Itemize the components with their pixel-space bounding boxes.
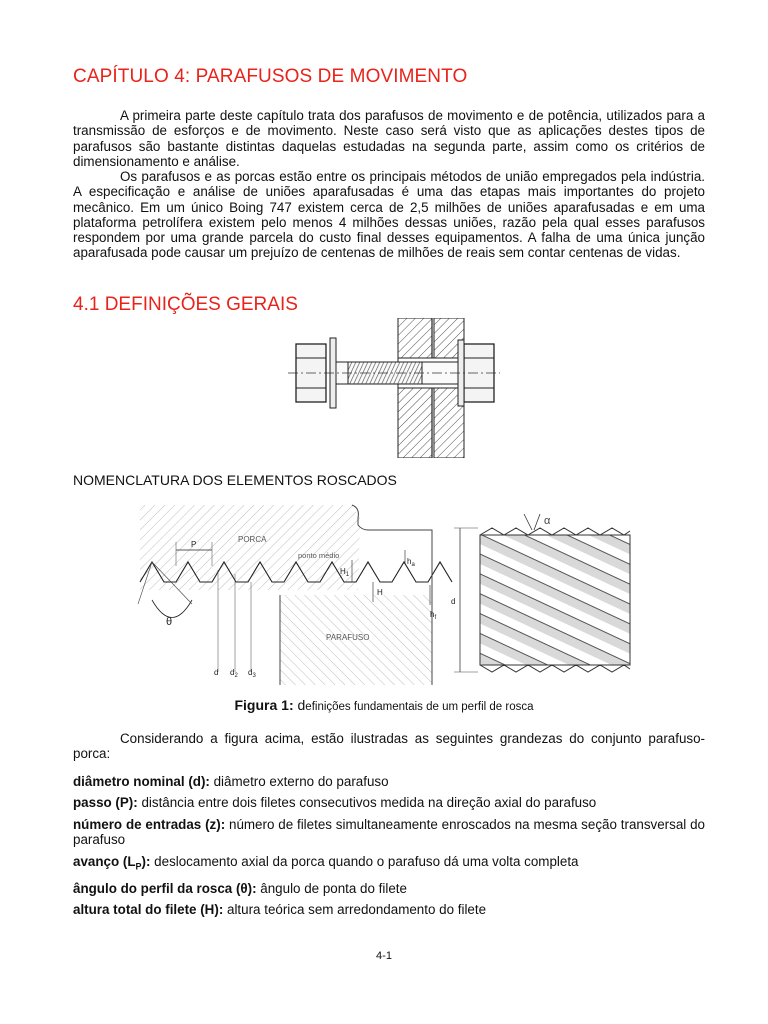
- svg-text:ha: [407, 557, 415, 568]
- label-p: P: [191, 540, 197, 549]
- definition-desc: distância entre dois filetes consecutivos medida na direção axial do parafuso: [137, 795, 597, 811]
- label-ha-sub: a: [411, 562, 415, 568]
- definition-desc: ângulo de ponta do filete: [256, 880, 407, 896]
- label-ha: h: [407, 557, 412, 566]
- chapter-title: CAPÍTULO 4: PARAFUSOS DE MOVIMENTO: [73, 66, 468, 87]
- label-porca: PORCA: [238, 535, 267, 544]
- intro-paragraph-1: [73, 108, 705, 169]
- label-h1: H: [340, 567, 346, 576]
- label-theta: θ: [166, 616, 173, 628]
- label-d3: d: [248, 668, 253, 677]
- definitions-list: [73, 774, 705, 924]
- intro-paragraph-2-text: Os parafusos e as porcas estão entre os principais métodos de união empregados pela indústria. A especificação e análise de uniões aparafusadas é uma das etapas mais importantes do projeto mecânico. Em um único Boing 747 existem cerca de 2,5 milhões de uniões aparafusadas e em uma plataforma petrolífera existem pelo menos 4 milhões dessas uniões, razão pela qual esses parafusos respondem por uma grande parcela do custo final desses equipamentos. A falha de uma única junção aparafusada pode causar um prejuízo de centenas de milhões de reais sem contar centenas de vidas.: [73, 169, 705, 261]
- label-h: H: [377, 588, 383, 597]
- thread-profile-figure: [130, 500, 650, 688]
- definition-desc: deslocamento axial da porca quando o parafuso dá uma volta completa: [150, 853, 579, 869]
- screw-side-view: [451, 514, 630, 672]
- svg-text:d3: [248, 668, 256, 679]
- definition-term: número de entradas (z):: [73, 816, 226, 832]
- nut-section: [140, 505, 360, 590]
- definition-term: ângulo do perfil da rosca (θ):: [73, 880, 257, 896]
- label-parafuso: PARAFUSO: [326, 633, 370, 642]
- definition-item: [73, 817, 705, 848]
- label-d-right: d: [451, 597, 456, 606]
- label-d3-sub: 3: [252, 673, 256, 679]
- definition-term: altura total do filete (H):: [73, 902, 224, 918]
- label-hf: h: [430, 610, 435, 619]
- caption-lead: d: [293, 697, 306, 713]
- label-h1-sub: 1: [345, 572, 350, 578]
- definition-term: [73, 853, 151, 872]
- intro-paragraph-2: [73, 169, 705, 261]
- label-alpha: α: [544, 515, 551, 527]
- definition-desc: diâmetro externo do parafuso: [209, 774, 389, 789]
- label-d2-sub: 2: [234, 673, 238, 679]
- caption-label: Figura 1:: [234, 697, 294, 713]
- term-main: avanço (L: [73, 853, 136, 869]
- label-ponto-medio: ponto médio: [298, 551, 340, 560]
- label-d: d: [214, 668, 219, 677]
- paragraph-3-text: Considerando a figura acima, estão ilustradas as seguintes grandezas do conjunto parafuso-porca:: [73, 731, 705, 762]
- label-hf-sub: f: [434, 615, 437, 621]
- bolted-joint-drawing: [288, 318, 500, 458]
- paragraph-3: [73, 731, 705, 762]
- definition-term: passo (P):: [73, 795, 138, 811]
- definition-item: [73, 854, 705, 875]
- label-d2: d: [230, 668, 235, 677]
- theta-arc: [152, 600, 192, 618]
- definition-desc: altura teórica sem arredondamento do filete: [223, 902, 487, 918]
- intro-paragraph-1-text: A primeira parte deste capítulo trata dos parafusos de movimento e de potência, utilizados para a transmissão de esforços e de movimento. Neste caso será visto que as aplicações destes tipos de parafusos são bastante distintas daquelas estudadas na segunda parte, assim como os critérios de dimensionamento e análise.: [73, 108, 705, 169]
- svg-text:d2: [230, 668, 238, 679]
- definition-desc: número de filetes simultaneamente enroscados na mesma seção transversal do parafuso: [73, 816, 705, 848]
- definition-item: [73, 902, 705, 917]
- term-sub: P: [135, 861, 142, 872]
- definition-item: [73, 795, 705, 810]
- section-title: 4.1 DEFINIÇÕES GERAIS: [73, 294, 298, 315]
- term-end: ):: [141, 853, 151, 869]
- definition-term: diâmetro nominal (d):: [73, 774, 210, 789]
- caption-text: efinições fundamentais de um perfil de rosca: [305, 701, 534, 713]
- definition-item: [73, 881, 705, 896]
- definition-item: [73, 774, 705, 789]
- page-number: 4-1: [376, 950, 392, 962]
- nomenclature-title: NOMENCLATURA DOS ELEMENTOS ROSCADOS: [73, 472, 397, 488]
- figure-caption: [0, 697, 768, 713]
